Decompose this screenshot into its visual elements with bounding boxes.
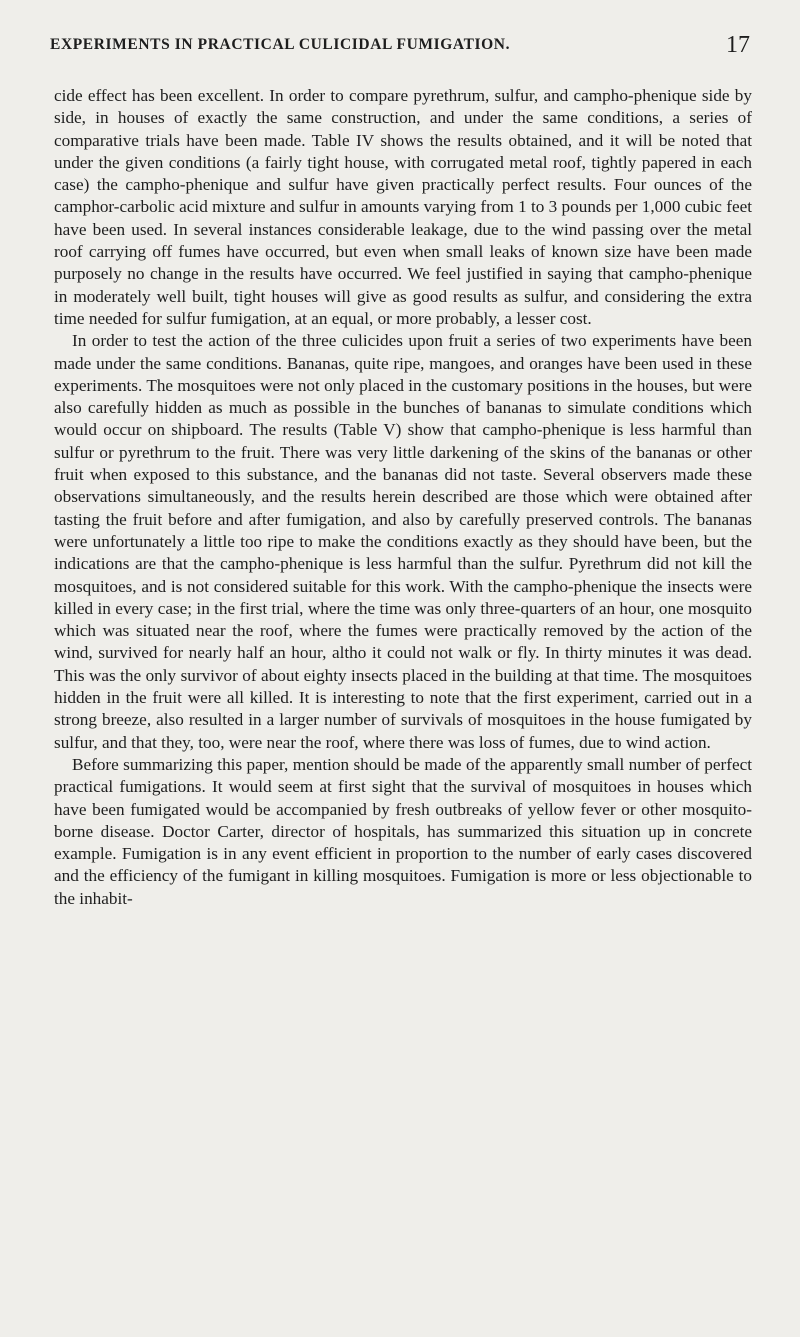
running-head xyxy=(50,32,750,66)
page-number: 17 xyxy=(726,32,750,58)
running-title: EXPERIMENTS IN PRACTICAL CULICIDAL FUMIGATION. xyxy=(50,36,511,53)
paragraph: Before summarizing this paper, mention should be made of the apparently small number of perfect practical fumigations. It would seem at first sight that the survival of mosquitoes in houses which have been fumigated would be accompanied by fresh outbreaks of yellow fever or other mosquito-borne disease. Doctor Carter, director of hospitals, has summarized this situation up in concrete example. Fumigation is in any event efficient in proportion to the number of early cases discovered and the efficiency of the fumigant in killing mosquitoes. Fumigation is more or less objectionable to the inhabit- xyxy=(54,754,752,908)
paragraph: In order to test the action of the three culicides upon fruit a series of two experiments have been made under the same conditions. Bananas, quite ripe, mangoes, and oranges have been used in these experiments. The mosquitoes were not only placed in the customary positions in the houses, but were also carefully hidden as much as possible in the bunches of bananas to simulate conditions which would occur on shipboard. The results (Table V) show that campho-phenique is less harmful than sulfur or pyrethrum to the fruit. There was very little darkening of the skins of the bananas or other fruit when exposed to this substance, and the bananas did not taste. Several observers made these observations simultaneously, and the results herein described are those which were obtained after tasting the fruit before and after fumigation, and also by carefully preserved controls. The bananas were unfortunately a little too ripe to make the conditions exactly as they should have been, but the indications are that the campho-phenique is less harmful than the sulfur. Pyrethrum did not kill the mosquitoes, and is not considered suitable for this work. With the campho-phenique the insects were killed in every case; in the first trial, where the time was only three-quarters of an hour, one mosquito which was situated near the roof, where the fumes were practically removed by the action of the wind, survived for nearly half an hour, altho it could not walk or fly. In thirty minutes it was dead. This was the only survivor of about eighty insects placed in the building at that time. The mosquitoes hidden in the fruit were all killed. It is interesting to note that the first experiment, carried out in a strong breeze, also resulted in a larger number of survivals of mosquitoes in the house fumigated by sulfur, and that they, too, were near the roof, where there was loss of fumes, due to wind action. xyxy=(54,331,752,752)
paragraph: cide effect has been excellent. In order to compare pyrethrum, sulfur, and campho-phenique side by side, in houses of exactly the same construction, and under the same conditions, a series of comparative trials have been made. Table IV shows the results obtained, and it will be noted that under the given conditions (a fairly tight house, with corrugated metal roof, tightly papered in each case) the campho-phenique and sulfur have given practically perfect results. Four ounces of the camphor-carbolic acid mixture and sulfur in amounts varying from 1 to 3 pounds per 1,000 cubic feet have been used. In several instances considerable leakage, due to the wind passing over the metal roof carrying off fumes have occurred, but even when small leaks of known size have been made purposely no change in the results have occurred. We feel justified in saying that campho-phenique in moderately well built, tight houses will give as good results as sulfur, and considering the extra time needed for sulfur fumigation, at an equal, or more probably, a lesser cost. xyxy=(54,86,752,328)
body-text xyxy=(54,85,752,910)
